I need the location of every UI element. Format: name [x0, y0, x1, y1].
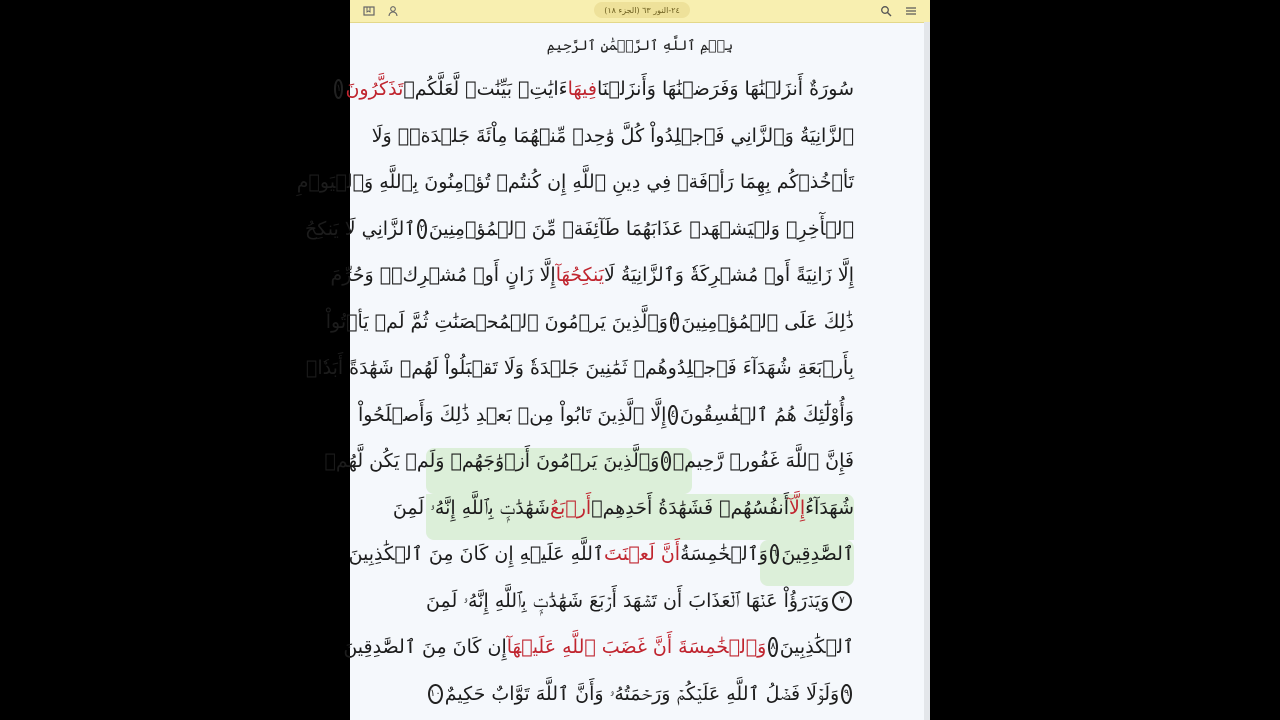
ayah-text[interactable]: وَلَوۡلَا فَضۡلُ ٱللَّهِ عَلَيۡكُمۡ وَرَحۡمَتُهُۥ وَأَنَّ ٱللَّهَ تَوَّابٌ حَكِيمٌ [444, 682, 840, 705]
tajweed-highlighted-word[interactable]: تَذَكَّرُونَ [345, 78, 404, 100]
page-scroll-edge[interactable] [924, 22, 930, 720]
mushaf-line[interactable] [426, 580, 854, 622]
ayah-text[interactable]: ٱلۡكَٰذِبِينَ [779, 636, 854, 658]
ayah-text[interactable]: إِلَّا زَانِيَةً أَوۡ مُشۡرِكَةٗ وَٱلزَّانِيَةُ لَا [604, 264, 854, 286]
top-toolbar [350, 0, 930, 23]
ayah-number-marker[interactable]: ٦ [770, 544, 779, 564]
ayah-number-marker[interactable]: ٤ [668, 405, 677, 425]
mushaf-line[interactable] [357, 394, 854, 436]
search-icon[interactable] [877, 2, 895, 20]
tajweed-highlighted-word[interactable]: يَنكِحُهَآ [555, 264, 605, 286]
tajweed-highlighted-word[interactable]: أَرۡبَعُ [549, 496, 592, 519]
tajweed-highlighted-word[interactable]: فِيهَا [567, 78, 597, 100]
mushaf-line[interactable] [348, 533, 854, 575]
ayah-text[interactable]: ٱلزَّانِيَةُ وَٱلزَّانِي فَٱجۡلِدُواْ كُلَّ وَٰحِدٖ مِّنۡهُمَا مِاْئَةَ جَلۡدَةٖۖ وَلَا [371, 124, 854, 147]
mushaf-line[interactable] [426, 673, 854, 715]
ayah-text[interactable]: وَأُوْلَٰٓئِكَ هُمُ ٱلۡفَٰسِقُونَ [679, 403, 854, 426]
ayah-text[interactable]: تَأۡخُذۡكُم بِهِمَا رَأۡفَةٞ فِي دِينِ ٱللَّهِ إِن كُنتُمۡ تُؤۡمِنُونَ بِٱللَّهِ وَٱلۡيَوۡمِ [296, 171, 854, 193]
bookmarks-icon[interactable] [360, 2, 378, 20]
ayah-text[interactable]: شَهَٰدَٰتِۭ بِٱللَّهِ إِنَّهُۥ لَمِنَ [392, 496, 550, 519]
ayah-text[interactable]: شُهَدَآءُ [805, 496, 854, 519]
ayah-number-marker[interactable]: ٢ [417, 219, 426, 239]
mushaf-line[interactable] [324, 440, 854, 482]
ayah-number-marker[interactable]: ٩ [841, 684, 852, 704]
ayah-text[interactable]: ٱلصَّٰدِقِينَ [781, 543, 854, 565]
tajweed-highlighted-word[interactable]: إِلَّآ [789, 496, 806, 519]
mushaf-line[interactable] [343, 626, 854, 668]
mushaf-line[interactable] [305, 347, 854, 389]
ayah-number-marker[interactable]: ١ [334, 79, 343, 99]
menu-icon[interactable] [902, 2, 920, 20]
ayah-text[interactable]: إِن كَانَ مِنَ ٱلصَّٰدِقِينَ [343, 636, 507, 658]
ayah-text[interactable]: سُورَةٌ أَنزَلۡنَٰهَا وَفَرَضۡنَٰهَا وَأَنزَلۡنَا [596, 78, 854, 100]
tajweed-highlighted-word[interactable]: وَٱلۡخَٰمِسَةَ أَنَّ غَضَبَ ٱللَّهِ عَلَيۡهَآ [506, 636, 767, 658]
ayah-text[interactable]: ءَايَٰتِۭ بَيِّنَٰتٖ لَّعَلَّكُمۡ [403, 78, 568, 100]
ayah-text[interactable]: ذَٰلِكَ عَلَى ٱلۡمُؤۡمِنِينَ [681, 310, 854, 333]
mushaf-line[interactable] [392, 487, 854, 529]
ayah-number-marker[interactable]: ٥ [661, 451, 670, 471]
ayah-text[interactable]: إِلَّا ٱلَّذِينَ تَابُواْ مِنۢ بَعۡدِ ذَٰلِكَ وَأَصۡلَحُواْ [357, 403, 667, 426]
ayah-text[interactable]: ٱللَّهِ عَلَيۡهِ إِن كَانَ مِنَ ٱلۡكَٰذِبِينَ [348, 543, 605, 565]
ayah-text[interactable]: ٱلۡأٓخِرِۖ وَلۡيَشۡهَدۡ عَذَابَهُمَا طَآئِفَةٞ مِّنَ ٱلۡمُؤۡمِنِينَ [428, 217, 854, 240]
ayah-number-marker[interactable]: ١٠ [428, 684, 443, 704]
ayah-text[interactable]: إِلَّا زَانٍ أَوۡ مُشۡرِكٞۚ وَحُرِّمَ [330, 264, 556, 286]
ayah-number-marker[interactable]: ٨ [768, 637, 777, 657]
basmala-header: بِسۡمِ ٱللَّهِ ٱلرَّحۡمَٰنِ ٱلرَّحِيمِ [546, 38, 734, 54]
ayah-number-marker[interactable]: ٧ [832, 591, 852, 611]
mushaf-line[interactable] [371, 115, 854, 157]
mushaf-line[interactable] [330, 254, 854, 296]
ayah-text[interactable]: وَٱلۡخَٰمِسَةُ [680, 543, 768, 565]
ayah-text[interactable]: وَٱلَّذِينَ يَرۡمُونَ ٱلۡمُحۡصَنَٰتِ ثُمَّ لَمۡ يَأۡتُواْ [325, 310, 668, 333]
ayah-text[interactable]: بِأَرۡبَعَةِ شُهَدَآءَ فَٱجۡلِدُوهُمۡ ثَمَٰنِينَ جَلۡدَةٗ وَلَا تَقۡبَلُواْ لَهُمۡ شَهَٰدَةً أَبَدٗاۚ [305, 357, 854, 379]
mushaf-line[interactable] [296, 161, 854, 203]
quran-reader-app [296, 0, 930, 720]
ayah-text[interactable]: وَٱلَّذِينَ يَرۡمُونَ أَزۡوَٰجَهُمۡ وَلَمۡ يَكُن لَّهُمۡ [324, 450, 660, 472]
mushaf-line[interactable] [325, 301, 854, 343]
ayah-number-marker[interactable]: ٣ [670, 312, 679, 332]
surah-page-pill[interactable]: ٢٤-النور ٦٣ (الجزء ١٨) [594, 2, 690, 18]
tajweed-highlighted-word[interactable]: أَنَّ لَعۡنَتَ [604, 543, 681, 565]
ayah-text[interactable]: ٱلزَّانِي لَا يَنكِحُ [304, 217, 416, 240]
user-icon[interactable] [384, 2, 402, 20]
ayah-text[interactable]: وَيَدۡرَؤُاْ عَنۡهَا ٱلۡعَذَابَ أَن تَشۡهَدَ أَرۡبَعَ شَهَٰدَٰتِۭ بِٱللَّهِ إِنَّهُۥ لَمِنَ [426, 589, 830, 612]
ayah-text[interactable]: فَإِنَّ ٱللَّهَ غَفُورٞ رَّحِيمٞ [672, 450, 854, 472]
ayah-text[interactable]: أَنفُسُهُمۡ فَشَهَٰدَةُ أَحَدِهِمۡ [591, 496, 789, 519]
mushaf-line[interactable] [336, 68, 854, 110]
mushaf-line[interactable] [304, 208, 854, 250]
